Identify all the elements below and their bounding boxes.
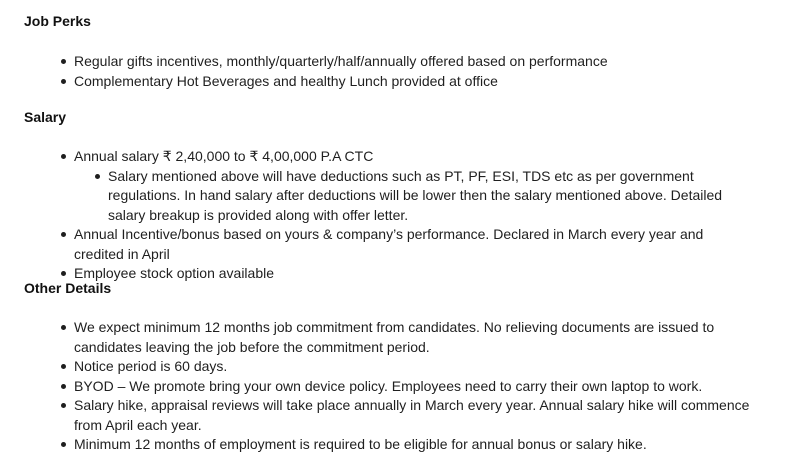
list-item: Regular gifts incentives, monthly/quarterly/half/annually offered based on performance [74,52,784,72]
list-item: Employee stock option available [74,264,784,284]
list-item: Complementary Hot Beverages and healthy Lunch provided at office [74,72,784,92]
list-item: Salary hike, appraisal reviews will take place annually in March every year. Annual salary hike will commence from April each year. [74,396,774,435]
job-perks-list [74,52,784,91]
salary-list [74,147,784,284]
list-item: We expect minimum 12 months job commitment from candidates. No relieving documents are issued to candidates leaving the job before the commitment period. [74,318,774,357]
section-title-job-perks: Job Perks [24,13,91,29]
list-item: Annual Incentive/bonus based on yours & company’s performance. Declared in March every year and credited in April [74,225,734,264]
list-item: BYOD – We promote bring your own device policy. Employees need to carry their own laptop to work. [74,377,774,397]
section-title-salary: Salary [24,109,67,125]
list-item: Notice period is 60 days. [74,357,774,377]
salary-sub-list [108,167,748,226]
list-item: Minimum 12 months of employment is required to be eligible for annual bonus or salary hike. [74,435,774,455]
sub-list-item: Salary mentioned above will have deductions such as PT, PF, ESI, TDS etc as per government regulations. In hand salary after deductions will be lower then the salary mentioned above. Detailed salary breakup is provided along with offer letter. [108,167,748,226]
section-title-other-details: Other Details [24,280,112,296]
list-item [74,147,784,225]
list-item-text: Annual salary ₹ 2,40,000 to ₹ 4,00,000 P.A CTC [74,148,374,164]
other-details-list [74,318,774,455]
